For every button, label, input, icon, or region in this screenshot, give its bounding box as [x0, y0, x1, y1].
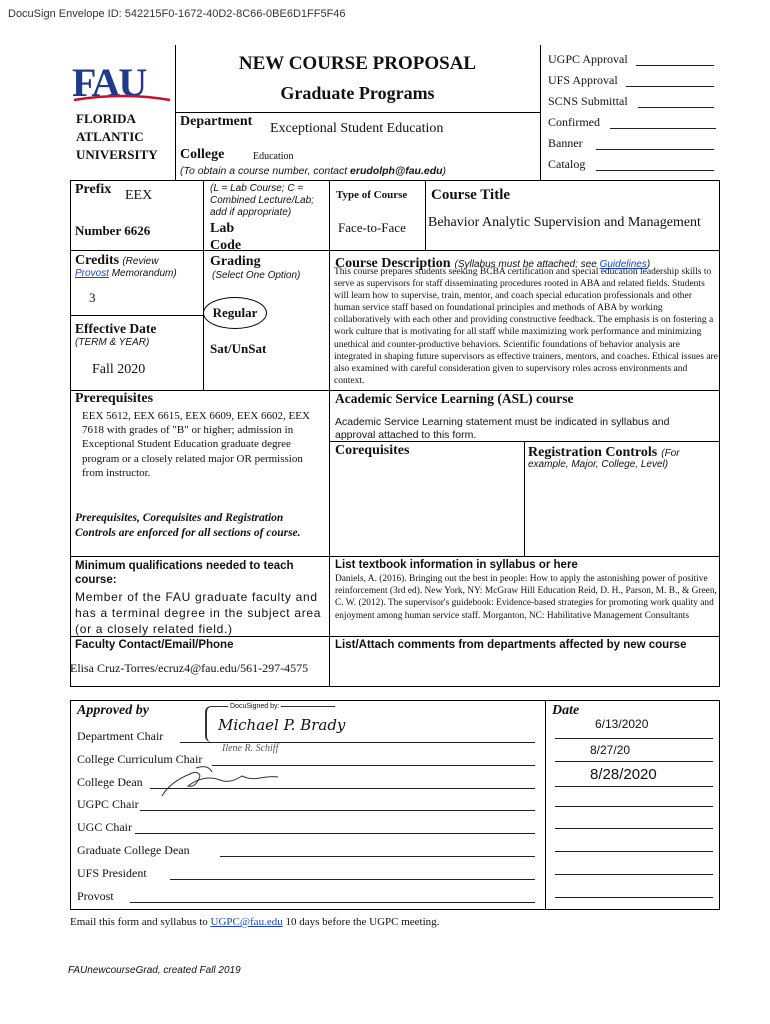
college-value: Education [253, 151, 294, 162]
department-label: Department [180, 114, 253, 129]
faculty-contact-label: Faculty Contact/Email/Phone [75, 639, 234, 651]
effective-date-label: Effective Date [75, 321, 157, 336]
asl-label: Academic Service Learning (ASL) course [335, 391, 574, 406]
scns-submittal-row: SCNS Submittal [548, 94, 718, 115]
number-label: Number [75, 223, 121, 238]
line-provost[interactable] [130, 902, 535, 903]
banner-row: Banner [548, 136, 718, 157]
date-label: Date [552, 703, 580, 718]
prerequisites-label: Prerequisites [75, 391, 154, 406]
course-title-label: Course Title [431, 187, 511, 203]
line-ufs-president[interactable] [170, 879, 535, 880]
line-ugpc-chair[interactable] [140, 810, 535, 811]
type-of-course-value[interactable]: Face-to-Face [338, 220, 406, 235]
signature-college-dean-text [240, 770, 246, 771]
department-value: Exceptional Student Education [270, 121, 444, 136]
ugpc-email-link[interactable]: UGPC@fau.edu [210, 916, 283, 928]
ufs-approval-field[interactable] [626, 86, 714, 87]
college-label: College [180, 147, 225, 162]
role-ugc-chair: UGC Chair [77, 820, 132, 834]
effective-date-value[interactable]: Fall 2020 [92, 362, 146, 377]
signature-curriculum-chair[interactable]: Ilene R. Schiff [222, 743, 279, 754]
date-line-1[interactable] [555, 738, 713, 739]
comments-label: List/Attach comments from departments affected by new course [335, 639, 687, 651]
provost-link[interactable]: Provost [75, 268, 109, 279]
number-field [75, 223, 150, 239]
registration-controls-note: example, Major, College, Level) [528, 459, 669, 470]
ugpc-approval-field[interactable] [636, 65, 714, 66]
date-line-4[interactable] [555, 806, 713, 807]
line-ugc-chair[interactable] [135, 833, 535, 834]
university-line-2: ATLANTIC [76, 129, 144, 144]
line-graduate-college-dean[interactable] [220, 856, 535, 857]
approval-status-list [548, 52, 718, 178]
enforced-note: Prerequisites, Corequisites and Registration Controls are enforced for all sections of course. [75, 512, 301, 539]
email-instruction: Email this form and syllabus to UGPC@fau.edu 10 days before the UGPC meeting. [70, 916, 440, 928]
grading-regular-option[interactable]: Regular [203, 297, 267, 329]
ugpc-approval-row: UGPC Approval [548, 52, 718, 73]
type-of-course-label: Type of Course [336, 189, 408, 201]
form-title: NEW COURSE PROPOSAL [238, 53, 477, 74]
approved-by-label: Approved by [77, 703, 149, 718]
prefix-label: Prefix [75, 182, 112, 197]
line-college-dean[interactable] [150, 788, 535, 789]
lab-code-label: Lab Code [210, 221, 242, 253]
corequisites-label: Corequisites [335, 443, 410, 458]
asl-text: Academic Service Learning statement must be indicated in syllabus and approval attached to this form. [335, 416, 670, 441]
prefix-value[interactable]: EEX [125, 188, 153, 203]
date-college-dean[interactable]: 8/28/2020 [590, 766, 657, 783]
role-college-dean: College Dean [77, 775, 143, 789]
textbooks-label: List textbook information in syllabus or here [335, 559, 578, 571]
role-graduate-college-dean: Graduate College Dean [77, 843, 190, 857]
credits-note: Provost Memorandum) [75, 268, 177, 279]
number-value[interactable]: 6626 [124, 223, 151, 238]
university-line-1: FLORIDA [76, 111, 136, 126]
role-provost: Provost [77, 889, 114, 903]
effective-date-note: (TERM & YEAR) [75, 337, 150, 348]
qualifications-text[interactable]: Member of the FAU graduate faculty and has a terminal degree in the subject area (or a closely related field.) [75, 590, 322, 636]
university-line-3: UNIVERSITY [76, 147, 158, 162]
ufs-approval-row: UFS Approval [548, 73, 718, 94]
grading-note: (Select One Option) [212, 270, 301, 281]
catalog-row: Catalog [548, 157, 718, 178]
guidelines-link[interactable]: Guidelines [599, 259, 647, 270]
confirmed-row: Confirmed [548, 115, 718, 136]
docusigned-label: DocuSigned by: [230, 703, 280, 710]
role-department-chair: Department Chair [77, 729, 164, 743]
registration-controls-header: Registration Controls (For [528, 445, 680, 460]
prerequisites-text[interactable]: EEX 5612, EEX 6615, EEX 6609, EEX 6602, EEX 7618 with grades of "B" or higher; admission in Exceptional Student Education graduate degree program or a closely related major OR permission from instructor. [82, 410, 310, 479]
contact-email[interactable]: erudolph@fau.edu [350, 165, 443, 177]
signature-dept-chair[interactable]: Michael P. Brady [218, 716, 346, 734]
catalog-field[interactable] [596, 170, 714, 171]
faculty-contact-value[interactable]: Elisa Cruz-Torres/ecruz4@fau.edu/561-297-4575 [70, 661, 309, 675]
scns-submittal-field[interactable] [638, 107, 714, 108]
date-line-6[interactable] [555, 851, 713, 852]
form-subtitle: Graduate Programs [280, 83, 435, 103]
svg-text:FAU: FAU [72, 60, 146, 104]
credits-header: Credits (Review [75, 253, 159, 268]
grading-satunsat-option[interactable]: Sat/UnSat [210, 341, 267, 356]
date-line-3[interactable] [555, 786, 713, 787]
date-department-chair[interactable]: 6/13/2020 [595, 717, 649, 731]
textbooks-text[interactable]: Daniels, A. (2016). Bringing out the best in people: How to apply the astonishing power of positive reinforcement (3rd ed). New York, NY: McGraw Hill Education Reid, D. H., Parson, M. B., & Green, C. W. (2012). The supervisor's guidebook: Evidence-based strategies for promoting work quality and enjoyment among human service staff. Morganton, NC: Habilitative Management Consultants [335, 574, 717, 621]
signature-scribble [160, 762, 280, 798]
banner-field[interactable] [596, 149, 714, 150]
date-line-5[interactable] [555, 828, 713, 829]
signature-college-dean[interactable] [160, 762, 280, 798]
date-line-2[interactable] [555, 761, 713, 762]
date-college-curriculum-chair[interactable]: 8/27/20 [590, 743, 631, 757]
line-department-chair[interactable] [180, 742, 535, 743]
role-college-curriculum-chair: College Curriculum Chair [77, 752, 203, 766]
envelope-id: DocuSign Envelope ID: 542215F0-1672-40D2-8C66-0BE6D1FF5F46 [8, 8, 346, 20]
date-line-8[interactable] [555, 897, 713, 898]
role-ugpc-chair: UGPC Chair [77, 797, 139, 811]
confirmed-field[interactable] [610, 128, 716, 129]
university-name [76, 110, 158, 164]
course-description-text[interactable]: This course prepares students seeking BCBA certification and special education leadership skills to serve as supervisors for staff disseminating procedures rooted in ABA and related fields. Students will learn how to supervise, train, mentor, and coach special education professionals and other human service staff based on foundational principles and methods of ABA by working collaboratively with each other and providing constructive feedback. The emphasis is on fostering a work culture that is motivating for all staff while maximizing work performance and minimizing unethical and counter-productive behaviors. Scientific foundations of behavior analysis are integrated in shaping future supervisors as effective trainers, mentors, and coaches. Ethical issues are also examined with careful consideration given to supervisory roles across environments and context. [334, 267, 718, 386]
line-college-curriculum-chair[interactable] [212, 765, 535, 766]
date-line-7[interactable] [555, 874, 713, 875]
qualifications-label: Minimum qualifications needed to teach course: [75, 560, 294, 586]
form-version-note: FAUnewcourseGrad, created Fall 2019 [68, 965, 241, 976]
lab-code-note: (L = Lab Course; C = Combined Lecture/Lab; add if appropriate) [210, 183, 314, 218]
fau-logo [72, 60, 172, 104]
grading-label: Grading [210, 254, 261, 269]
credits-value[interactable]: 3 [89, 290, 96, 305]
role-ufs-president: UFS President [77, 866, 147, 880]
course-description-header: Course Description (Syllabus must be attached; see Guidelines) [335, 256, 651, 271]
course-title-value[interactable]: Behavior Analytic Supervision and Management [428, 215, 701, 230]
contact-note: (To obtain a course number, contact erudolph@fau.edu) [180, 165, 447, 177]
